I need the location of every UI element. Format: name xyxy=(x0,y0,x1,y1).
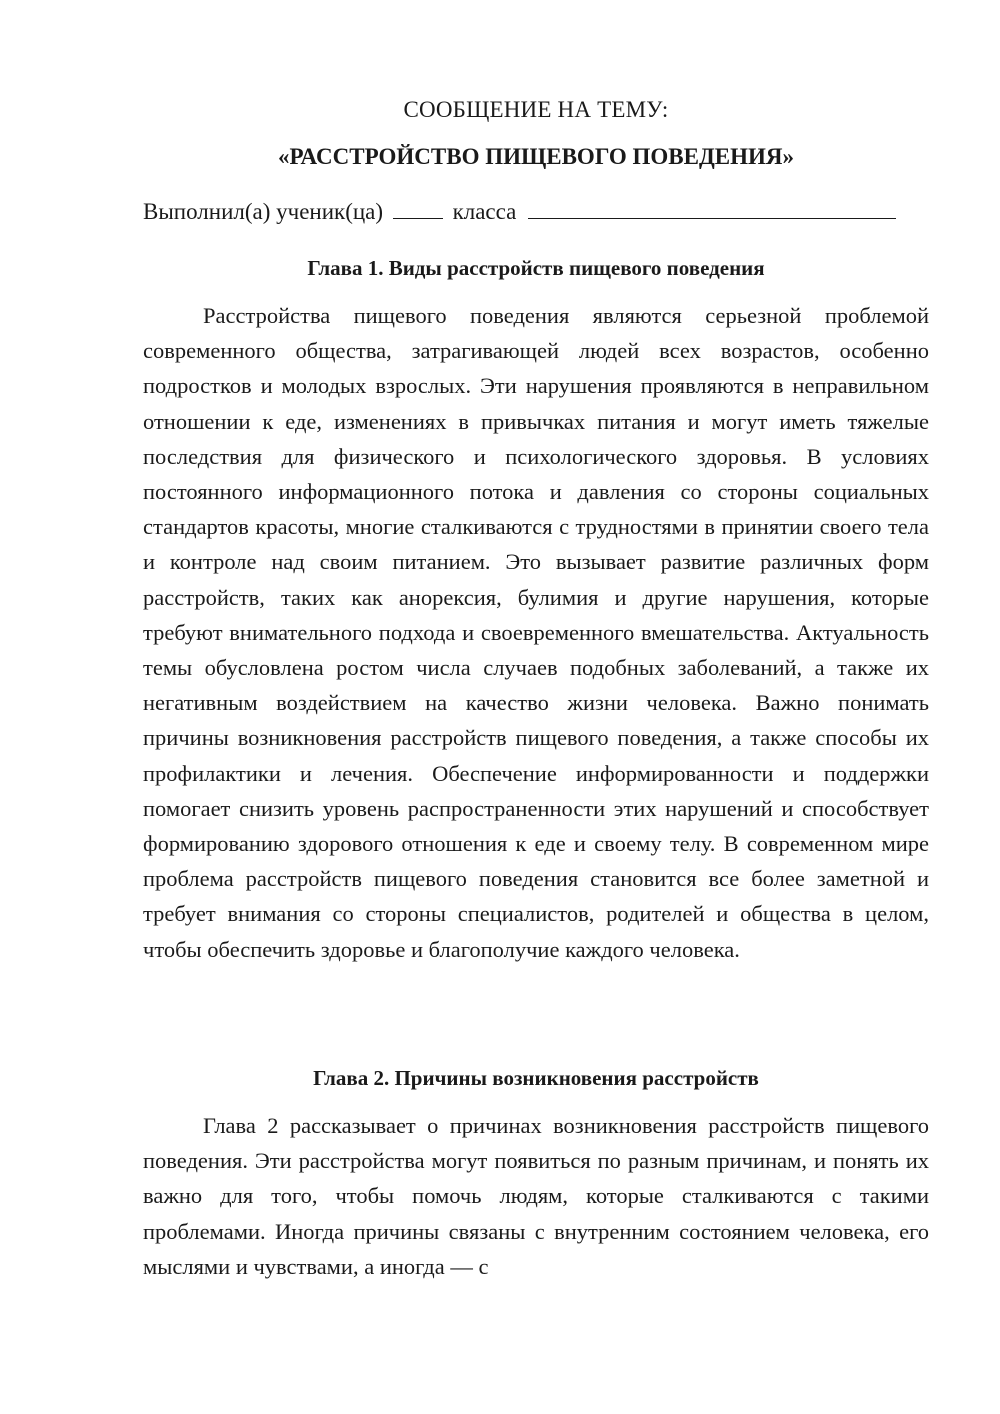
class-number-blank xyxy=(393,198,443,219)
chapter-1-heading: Глава 1. Виды расстройств пищевого поведения xyxy=(307,256,765,280)
author-line xyxy=(143,198,929,226)
class-label: класса xyxy=(452,199,517,224)
document-type-line: СООБЩЕНИЕ НА ТЕМУ: xyxy=(403,97,669,122)
chapter-2-paragraph: Глава 2 рассказывает о причинах возникновения расстройств пищевого поведения. Эти расстройства могут появиться по разным причинам, и понять их важно для того, чтобы помочь людям, которые сталкиваются с такими проблемами. Иногда причины связаны с внутренним состоянием человека, его мыслями и чувствами, а иногда — с xyxy=(143,1113,929,1279)
chapter-1-paragraph: Расстройства пищевого поведения являются серьезной проблемой современного общества, затрагивающей людей всех возрастов, особенно подростков и молодых взрослых. Эти нарушения проявляются в неправильном отношении к еде, изменениях в привычках питания и могут иметь тяжелые последствия для физического и психологического здоровья. В условиях постоянного информационного потока и давления со стороны социальных стандартов красоты, многие сталкиваются с трудностями в принятии своего тела и контроле над своим питанием. Это вызывает развитие различных форм расстройств, таких как анорексия, булимия и другие нарушения, которые требуют внимательного подхода и своевременного вмешательства. Актуальность темы обусловлена ростом числа случаев подобных заболеваний, а также их негативным воздействием на качество жизни человека. Важно понимать причины возникновения расстройств пищевого поведения, а также способы их профилактики и лечения. Обеспечение информированности и поддержки помогает снизить уровень распространенности этих нарушений и способствует формированию здорового отношения к еде и своему телу. В современном мире проблема расстройств пищевого поведения становится все более заметной и требует внимания со стороны специалистов, родителей и общества в целом, чтобы обеспечить здоровье и благополучие каждого человека. xyxy=(143,303,929,962)
chapter-2-heading: Глава 2. Причины возникновения расстройств xyxy=(313,1066,759,1090)
completed-by-label: Выполнил(а) ученик(ца) xyxy=(143,199,384,224)
document-title: «РАССТРОЙСТВО ПИЩЕВОГО ПОВЕДЕНИЯ» xyxy=(277,144,795,169)
student-name-blank xyxy=(528,198,896,219)
